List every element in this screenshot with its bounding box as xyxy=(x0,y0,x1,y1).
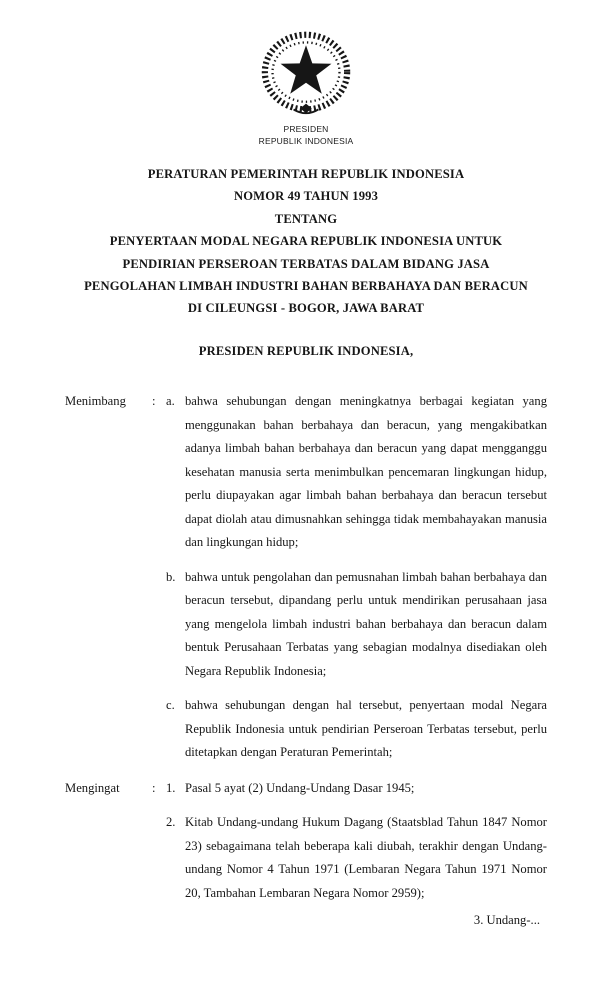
clause-mengingat xyxy=(65,777,547,906)
item-marker: c. xyxy=(166,698,175,712)
clause-menimbang xyxy=(65,390,547,765)
item-marker: b. xyxy=(166,569,176,584)
title-line-location: DI CILEUNGSI - BOGOR, JAWA BARAT xyxy=(187,301,425,316)
item-text: bahwa untuk pengolahan dan pemusnahan limbah bahan berbahaya dan beracun tersebut, dipandang perlu untuk mendirikan perusahaan jasa yang mengelola limbah industri bahan berbahaya dan beracun dalam bentuk Perusahaan Terbatas yang sebagian modalnya disediakan oleh Negara Republik Indonesia; xyxy=(185,569,547,678)
star-wreath-icon xyxy=(258,30,354,124)
title-line-subject-2: PENDIRIAN PERSEROAN TERBATAS DALAM BIDANG JASA xyxy=(122,256,490,271)
list-item xyxy=(166,777,547,801)
item-marker: a. xyxy=(166,394,175,408)
clause-label: Menimbang xyxy=(65,394,126,408)
seal-title: PRESIDEN xyxy=(283,124,329,134)
clause-colon: : xyxy=(152,394,156,408)
clause-label: Mengingat xyxy=(65,780,120,795)
item-text: Kitab Undang-undang Hukum Dagang (Staatsblad Tahun 1847 Nomor 23) sebagaimana telah beberapa kali diubah, terakhir dengan Undang-undang Nomor 4 Tahun 1971 (Lembaran Negara Tahun 1971 Nomor 20, Tambahan Lembaran Negara Nomor 2959); xyxy=(185,815,547,900)
title-line-tentang: TENTANG xyxy=(274,211,338,226)
item-marker: 1. xyxy=(166,780,176,795)
list-item xyxy=(166,811,547,905)
catchword: 3. Undang-... xyxy=(473,913,540,927)
presidential-seal xyxy=(0,30,612,147)
document-body xyxy=(65,390,547,905)
salutation: PRESIDEN REPUBLIK INDONESIA, xyxy=(198,344,414,358)
list-item xyxy=(166,566,547,684)
title-line-regulation: PERATURAN PEMERINTAH REPUBLIK INDONESIA xyxy=(147,167,465,181)
clause-colon: : xyxy=(152,780,156,795)
item-text: bahwa sehubungan dengan hal tersebut, penyertaan modal Negara Republik Indonesia untuk pendirian Perseroan Terbatas tersebut, perlu ditetapkan dengan Peraturan Pemerintah; xyxy=(185,698,547,759)
title-line-subject-3: PENGOLAHAN LIMBAH INDUSTRI BAHAN BERBAHAYA DAN BERACUN xyxy=(84,279,528,294)
regulation-title-block xyxy=(30,163,582,320)
title-line-number: NOMOR 49 TAHUN 1993 xyxy=(233,189,379,204)
seal-subtitle: REPUBLIK INDONESIA xyxy=(258,135,354,146)
item-text: bahwa sehubungan dengan meningkatnya berbagai kegiatan yang menggunakan bahan berbahaya dan beracun, yang mengakibatkan adanya limbah bahan berbahaya dan beracun yang dapat mengganggu kesehatan manusia serta menimbulkan pencemaran lingkungan hidup, perlu diupayakan agar limbah bahan berbahaya dan beracun tersebut dapat diolah atau dimusnahkan sehingga tidak membahayakan manusia dan lingkungan hidup; xyxy=(185,394,547,549)
list-item xyxy=(166,694,547,765)
list-item xyxy=(166,390,547,555)
title-line-subject-1: PENYERTAAN MODAL NEGARA REPUBLIK INDONESIA UNTUK xyxy=(109,234,503,249)
item-text: Pasal 5 ayat (2) Undang-Undang Dasar 1945; xyxy=(185,780,415,795)
item-marker: 2. xyxy=(166,815,176,829)
